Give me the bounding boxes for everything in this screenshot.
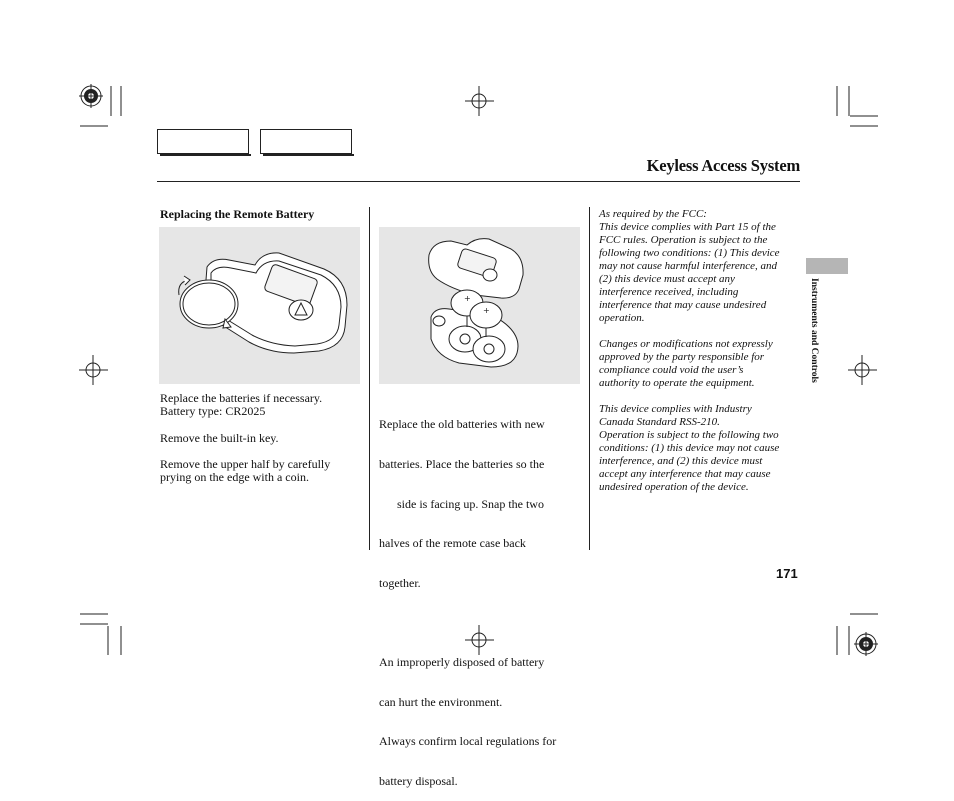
text-line: together. (379, 575, 421, 590)
remote-case-figure (159, 227, 360, 384)
text-line: Canada Standard RSS-210. (599, 416, 720, 428)
text-line: batteries. Place the batteries so the (379, 457, 545, 472)
text-line: An improperly disposed of battery (379, 655, 545, 670)
nav-box-main-menu[interactable] (157, 129, 249, 154)
text-line: conditions: (1) this device may not cause (599, 442, 780, 454)
svg-text:+: + (464, 294, 471, 303)
section-tab[interactable] (806, 258, 848, 274)
svg-text:+: + (483, 306, 490, 315)
text-line (599, 390, 780, 403)
battery-replacement-figure (379, 227, 580, 384)
text-line: compliance could void the user’s (599, 364, 744, 376)
text-line: (2) this device must accept any (599, 273, 735, 285)
text-line (160, 445, 330, 458)
text-line: authority to operate the equipment. (599, 377, 755, 389)
nav-box-index[interactable] (260, 129, 352, 154)
text-line: following two conditions: (1) This device (599, 247, 780, 259)
text-line: This device complies with Industry (599, 403, 752, 415)
page-title: Keyless Access System (646, 156, 800, 175)
text-line: halves of the remote case back (379, 536, 526, 551)
text-line: side is facing up. Snap the two (379, 496, 544, 511)
text-line: operation. (599, 312, 645, 324)
text-line: As required by the FCC: (599, 208, 707, 220)
text-line: Replace the old batteries with new (379, 417, 545, 432)
text-line: Remove the built-in key. (160, 430, 279, 445)
text-line: accept any interference that may cause (599, 468, 771, 480)
section-heading: Replacing the Remote Battery (160, 207, 315, 221)
text-line: may not cause harmful interference, and (599, 260, 777, 272)
text-line: prying on the edge with a coin. (160, 470, 309, 485)
text-line: Operation is subject to the following two (599, 429, 779, 441)
text-line: can hurt the environment. (379, 694, 503, 709)
page-number: 171 (776, 566, 798, 581)
text-line (379, 616, 556, 629)
text-line: Remove the upper half by carefully (160, 456, 331, 471)
text-line: approved by the party responsible for (599, 351, 765, 363)
text-line: interference received, including (599, 286, 739, 298)
text-line (160, 418, 330, 431)
column-divider-1 (369, 207, 370, 550)
text-line: This device complies with Part 15 of the (599, 221, 776, 233)
text-line: interference, and (2) this device must (599, 455, 763, 467)
column-divider-2 (589, 207, 590, 550)
text-line: Always confirm local regulations for (379, 734, 557, 749)
section-tab-text: Instruments and Controls (809, 278, 819, 383)
text-line: Battery type: CR2025 (160, 404, 266, 419)
text-line: undesired operation of the device. (599, 481, 749, 493)
crosshair-left (79, 355, 108, 385)
text-line (599, 325, 780, 338)
column-1-text (160, 392, 330, 484)
title-rule (157, 181, 800, 182)
starburst-target-top-left (79, 84, 103, 108)
text-line: FCC rules. Operation is subject to the (599, 234, 768, 246)
text-line: interference that may cause undesired (599, 299, 767, 311)
text-line: Changes or modifications not expressly (599, 338, 773, 350)
text-line: battery disposal. (379, 773, 458, 788)
section-tab-label (806, 278, 822, 408)
crosshair-top (465, 86, 494, 116)
text-line: Replace the batteries if necessary. (160, 391, 323, 405)
starburst-target-bottom-right (854, 632, 878, 656)
column-2-text (379, 392, 556, 801)
fcc-notice (599, 208, 780, 494)
crosshair-right (848, 355, 877, 385)
